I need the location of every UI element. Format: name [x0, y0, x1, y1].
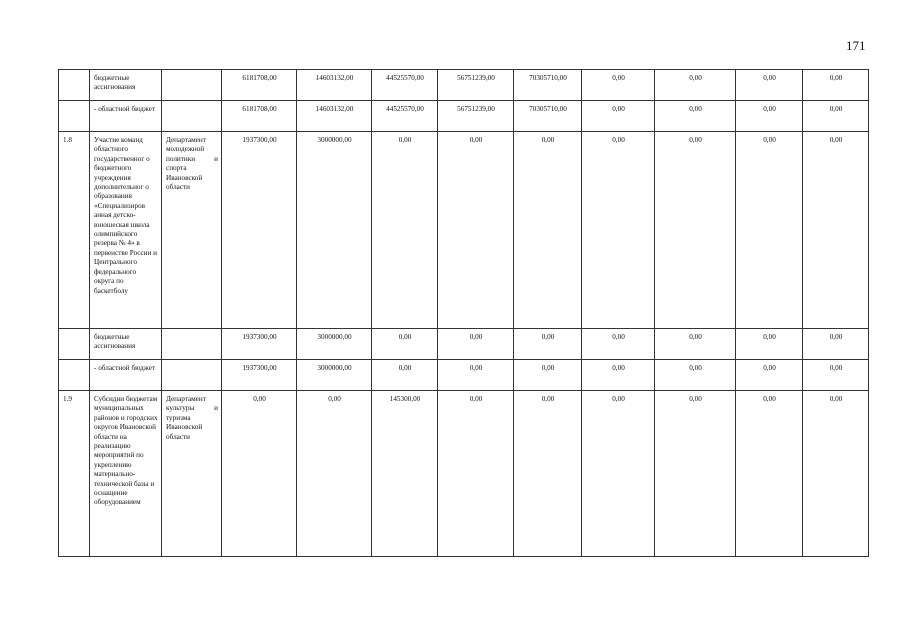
value-cell: 0,00: [582, 360, 655, 391]
value-cell: 0,00: [803, 329, 869, 360]
value-cell: 14603132,00: [297, 101, 372, 132]
row-number-cell: [59, 70, 90, 101]
row-number-cell: 1.9: [59, 391, 90, 557]
value-cell: 0,00: [655, 132, 736, 329]
budget-table: [58, 69, 869, 557]
value-cell: 145300,00: [372, 391, 438, 557]
value-cell: 0,00: [372, 329, 438, 360]
value-cell: 0,00: [736, 70, 803, 101]
department-cell: Департамент молодежной политики и спорта Ивановской области: [162, 132, 222, 329]
value-cell: 0,00: [582, 391, 655, 557]
table-row: [59, 132, 869, 329]
value-cell: 1937300,00: [222, 329, 297, 360]
value-cell: 3000000,00: [297, 360, 372, 391]
item-name-cell: бюджетные ассигнования: [90, 329, 162, 360]
department-cell: [162, 329, 222, 360]
item-name-cell: - областной бюджет: [90, 101, 162, 132]
value-cell: 0,00: [736, 391, 803, 557]
value-cell: 0,00: [582, 70, 655, 101]
value-cell: 0,00: [736, 101, 803, 132]
value-cell: 44525570,00: [372, 101, 438, 132]
item-name-cell: бюджетные ассигнования: [90, 70, 162, 101]
department-cell: [162, 101, 222, 132]
row-number-cell: [59, 329, 90, 360]
value-cell: 14603132,00: [297, 70, 372, 101]
table-row: [59, 329, 869, 360]
value-cell: 0,00: [438, 391, 514, 557]
table-row: [59, 391, 869, 557]
value-cell: 0,00: [803, 132, 869, 329]
value-cell: 6181708,00: [222, 70, 297, 101]
value-cell: 0,00: [438, 132, 514, 329]
value-cell: 0,00: [803, 391, 869, 557]
value-cell: 0,00: [736, 329, 803, 360]
value-cell: 0,00: [655, 329, 736, 360]
value-cell: 1937300,00: [222, 360, 297, 391]
value-cell: 0,00: [736, 360, 803, 391]
value-cell: 70305710,00: [514, 101, 582, 132]
value-cell: 56751239,00: [438, 70, 514, 101]
value-cell: 0,00: [655, 391, 736, 557]
value-cell: 0,00: [582, 101, 655, 132]
value-cell: 0,00: [655, 101, 736, 132]
value-cell: 0,00: [514, 132, 582, 329]
department-cell: [162, 360, 222, 391]
value-cell: 0,00: [803, 70, 869, 101]
value-cell: 0,00: [582, 329, 655, 360]
item-name-cell: Субсидии бюджетам муниципальных районов и городских округов Ивановской области на реализацию мероприятий по укреплению материально-технической базы и оснащение оборудованием: [90, 391, 162, 557]
row-number-cell: [59, 360, 90, 391]
value-cell: 0,00: [803, 360, 869, 391]
value-cell: 0,00: [438, 360, 514, 391]
value-cell: 0,00: [803, 101, 869, 132]
value-cell: 70305710,00: [514, 70, 582, 101]
value-cell: 0,00: [736, 132, 803, 329]
row-number-cell: 1.8: [59, 132, 90, 329]
value-cell: 0,00: [514, 329, 582, 360]
value-cell: 6181708,00: [222, 101, 297, 132]
value-cell: 0,00: [514, 360, 582, 391]
table-row: [59, 101, 869, 132]
value-cell: 0,00: [438, 329, 514, 360]
value-cell: 0,00: [297, 391, 372, 557]
row-number-cell: [59, 101, 90, 132]
value-cell: 56751239,00: [438, 101, 514, 132]
value-cell: 0,00: [372, 360, 438, 391]
page-number: 171: [846, 38, 866, 53]
value-cell: 0,00: [582, 132, 655, 329]
value-cell: 0,00: [514, 391, 582, 557]
value-cell: 0,00: [655, 70, 736, 101]
value-cell: 44525570,00: [372, 70, 438, 101]
item-name-cell: Участие команд областного государственног о бюджетного учреждения дополнительног о образования «Специализиров анная детско-юношеская школа олимпийского резерва № 4» в первенстве России и Центрального федерального округа по баскетболу: [90, 132, 162, 329]
table-row: [59, 70, 869, 101]
department-cell: Департамент культуры и туризма Ивановской области: [162, 391, 222, 557]
table-row: [59, 360, 869, 391]
value-cell: 0,00: [372, 132, 438, 329]
value-cell: 0,00: [655, 360, 736, 391]
value-cell: 0,00: [222, 391, 297, 557]
department-cell: [162, 70, 222, 101]
value-cell: 3000000,00: [297, 132, 372, 329]
item-name-cell: - областной бюджет: [90, 360, 162, 391]
value-cell: 1937300,00: [222, 132, 297, 329]
value-cell: 3000000,00: [297, 329, 372, 360]
